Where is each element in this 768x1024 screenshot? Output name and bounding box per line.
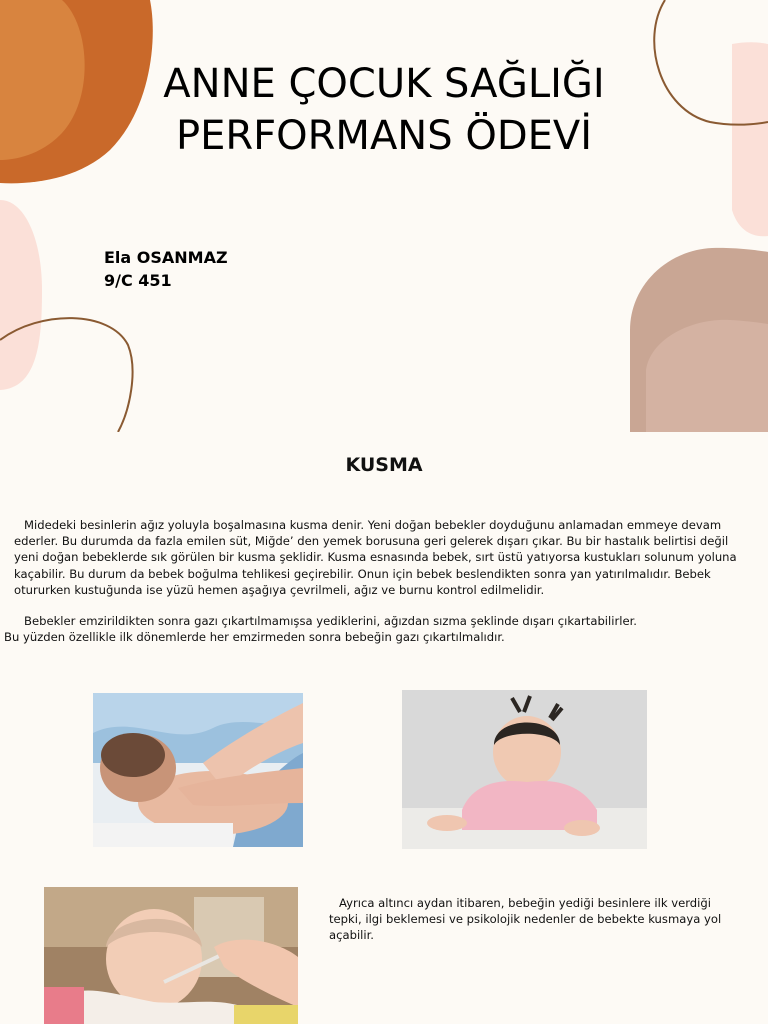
paragraph-2-line-2: Bu yüzden özellikle ilk dönemlerde her emzirmeden sonra bebeğin gazı çıkartılmalıdır.	[4, 630, 505, 645]
paragraph-2	[4, 613, 749, 645]
paragraph-3: Ayrıca altıncı aydan itibaren, bebeğin yediği besinlere ilk verdiği tepki, ilgi beklemesi ve psikolojik nedenler de bebekte kusmaya yol açabilir.	[329, 896, 722, 943]
title-line-2: PERFORMANS ÖDEVİ	[175, 113, 593, 159]
photo-baby-feeding	[44, 887, 298, 1024]
title-line-1: ANNE ÇOCUK SAĞLIĞI	[163, 61, 605, 107]
paragraph-2-line-1: Bebekler emzirildikten sonra gazı çıkartılmamışsa yediklerini, ağızdan sızma şeklinde dışarı çıkartabilirler.	[24, 614, 637, 628]
author-block	[104, 246, 228, 292]
author-class: 9/C 451	[104, 271, 172, 290]
page-title	[0, 58, 768, 162]
pink-blob-left	[0, 200, 42, 390]
photo-baby-massage	[93, 693, 303, 847]
photo-baby-girl	[402, 690, 647, 849]
author-name: Ela OSANMAZ	[104, 248, 228, 267]
cover-page	[0, 0, 768, 432]
section-title: KUSMA	[345, 454, 423, 476]
content-page	[0, 432, 768, 1024]
paragraph-1: Midedeki besinlerin ağız yoluyla boşalmasına kusma denir. Yeni doğan bebekler doyduğunu anlamadan emmeye devam ederler. Bu durumda da fazla emilen süt, Miğde’ den yemek borusuna geri gelerek dışarı çıkar. Bu bir hastalık belirtisi değil yeni doğan bebeklerde sık görülen bir kusma şeklidir. Kusma esnasında bebek, sırt üstü yatıyorsa kustukları solunum yoluna kaçabilir. Bu durum da bebek boğulma tehlikesi geçirebilir. Onun için bebek beslendikten sonra yan yatırılmalıdır. Bebek otururken kustuğunda ise yüzü hemen aşağıya çevrilmeli, ağız ve burnu kontrol edilmelidir.	[14, 518, 737, 597]
